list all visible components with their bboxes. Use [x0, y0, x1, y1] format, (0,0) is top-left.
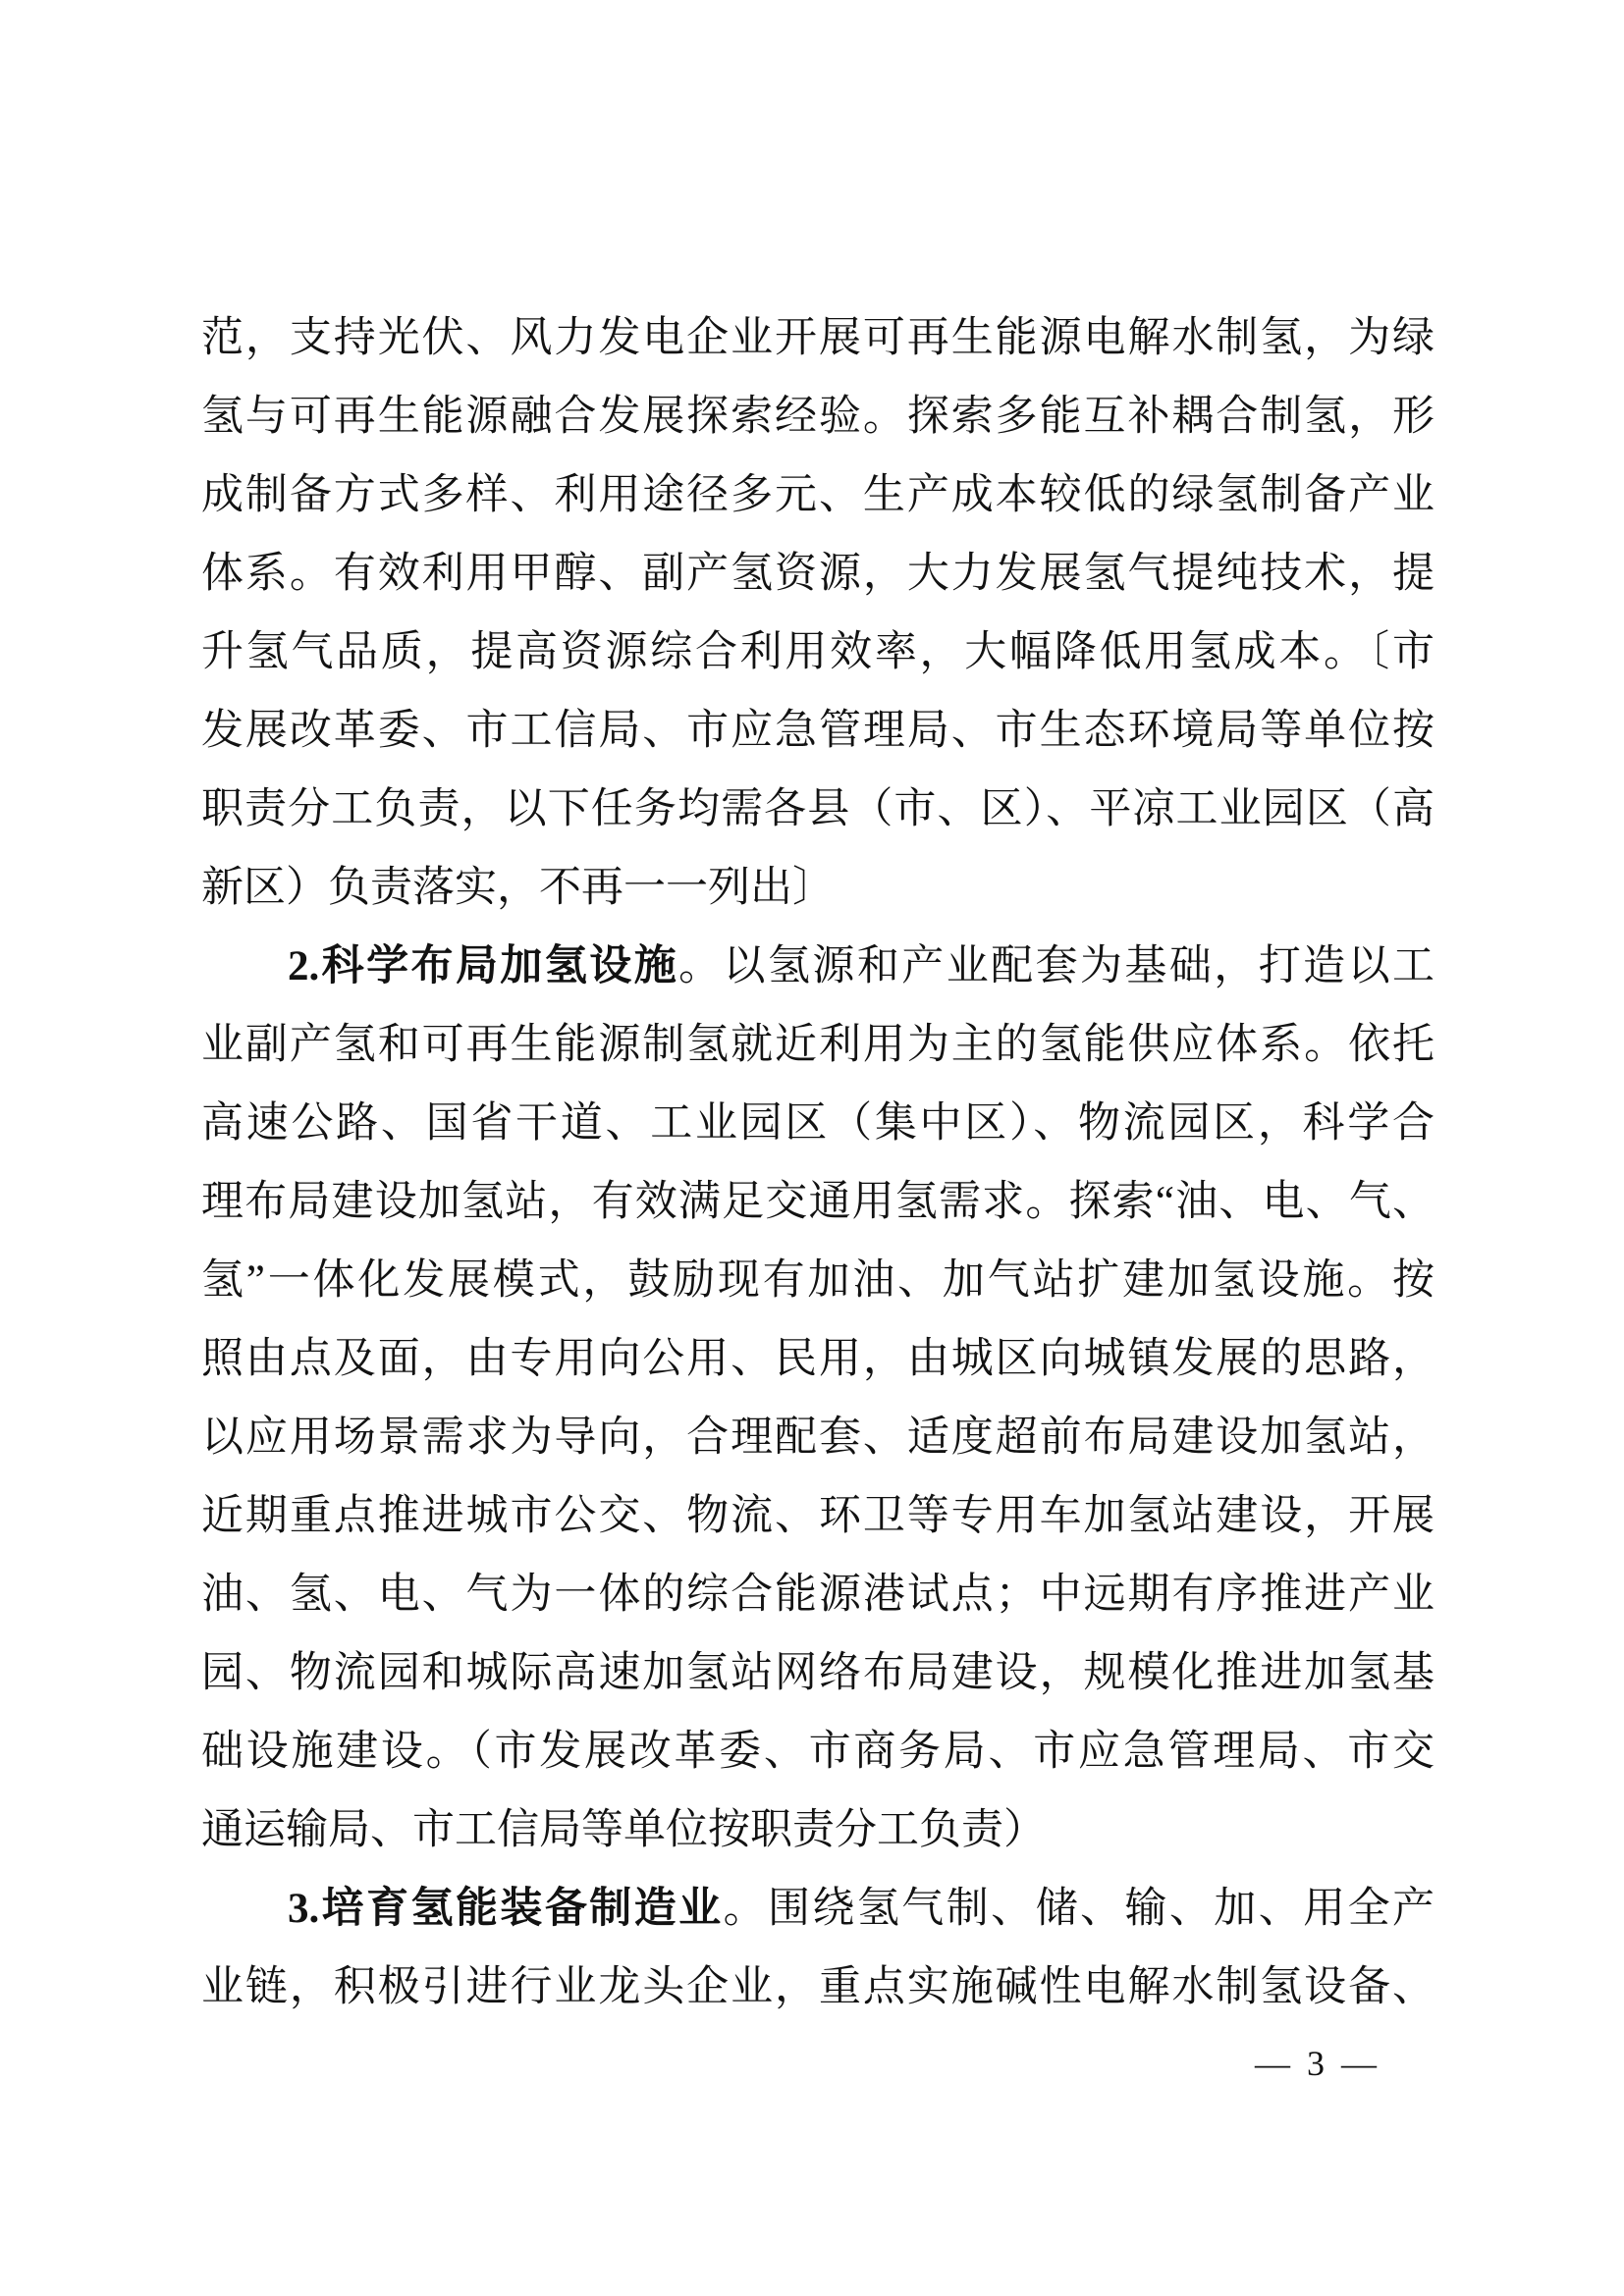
text-run: 氢”一体化发展模式，鼓励现有加油、加气站扩建加氢设施。按 [201, 1257, 1435, 1304]
text-line [201, 1477, 1435, 1556]
heading-run: 3.培育氢能装备制造业 [288, 1886, 724, 1932]
text-line [201, 771, 1435, 849]
text-line [201, 456, 1435, 535]
text-line [201, 1163, 1435, 1242]
text-run: 以应用场景需求为导向，合理配套、适度超前布局建设加氢站， [201, 1415, 1435, 1461]
text-line [201, 1085, 1435, 1163]
text-line [201, 535, 1435, 614]
text-line [201, 1870, 1435, 1949]
text-run: 新区）负责落实，不再一一列出〕 [201, 865, 835, 911]
text-line [201, 1791, 1435, 1870]
text-run: 成制备方式多样、利用途径多元、生产成本较低的绿氢制备产业 [201, 472, 1435, 518]
text-line [201, 849, 1435, 928]
text-block [201, 299, 1435, 2027]
text-line [201, 378, 1435, 456]
text-run: 业副产氢和可再生能源制氢就近利用为主的氢能供应体系。依托 [201, 1022, 1435, 1068]
text-run: 。围绕氢气制、储、输、加、用全产 [723, 1886, 1435, 1932]
text-line [201, 614, 1435, 692]
text-run: 园、物流园和城际高速加氢站网络布局建设，规模化推进加氢基 [201, 1650, 1435, 1696]
text-run: 理布局建设加氢站，有效满足交通用氢需求。探索“油、电、气、 [201, 1179, 1435, 1225]
heading-run: 2.科学布局加氢设施 [288, 943, 679, 989]
text-line [201, 1949, 1435, 2027]
text-line [201, 1320, 1435, 1399]
page-number: — 3 — [1255, 2044, 1380, 2083]
text-line [201, 928, 1435, 1006]
text-line [201, 692, 1435, 771]
text-run: 油、氢、电、气为一体的综合能源港试点；中远期有序推进产业 [201, 1572, 1435, 1618]
text-run: 职责分工负责，以下任务均需各县（市、区）、平凉工业园区（高 [201, 786, 1435, 832]
text-run: 近期重点推进城市公交、物流、环卫等专用车加氢站建设，开展 [201, 1493, 1435, 1539]
text-line [201, 1556, 1435, 1634]
text-line [201, 1713, 1435, 1791]
text-line [201, 1006, 1435, 1085]
text-line [201, 299, 1435, 378]
text-line [201, 1634, 1435, 1713]
text-run: 础设施建设。（市发展改革委、市商务局、市应急管理局、市交 [201, 1729, 1435, 1775]
text-run: 体系。有效利用甲醇、副产氢资源，大力发展氢气提纯技术，提 [201, 551, 1435, 597]
text-run: 。以氢源和产业配套为基础，打造以工 [678, 943, 1435, 989]
text-run: 高速公路、国省干道、工业园区（集中区）、物流园区，科学合 [201, 1100, 1435, 1147]
text-run: 通运输局、市工信局等单位按职责分工负责） [201, 1807, 1046, 1853]
text-run: 升氢气品质，提高资源综合利用效率，大幅降低用氢成本。〔市 [201, 629, 1435, 675]
text-run: 照由点及面，由专用向公用、民用，由城区向城镇发展的思路， [201, 1336, 1435, 1382]
text-line [201, 1399, 1435, 1477]
text-run: 业链，积极引进行业龙头企业，重点实施碱性电解水制氢设备、 [201, 1964, 1435, 2010]
text-run: 范，支持光伏、风力发电企业开展可再生能源电解水制氢，为绿 [201, 315, 1435, 361]
text-line [201, 1242, 1435, 1320]
text-run: 氢与可再生能源融合发展探索经验。探索多能互补耦合制氢，形 [201, 394, 1435, 440]
text-run: 发展改革委、市工信局、市应急管理局、市生态环境局等单位按 [201, 708, 1435, 754]
